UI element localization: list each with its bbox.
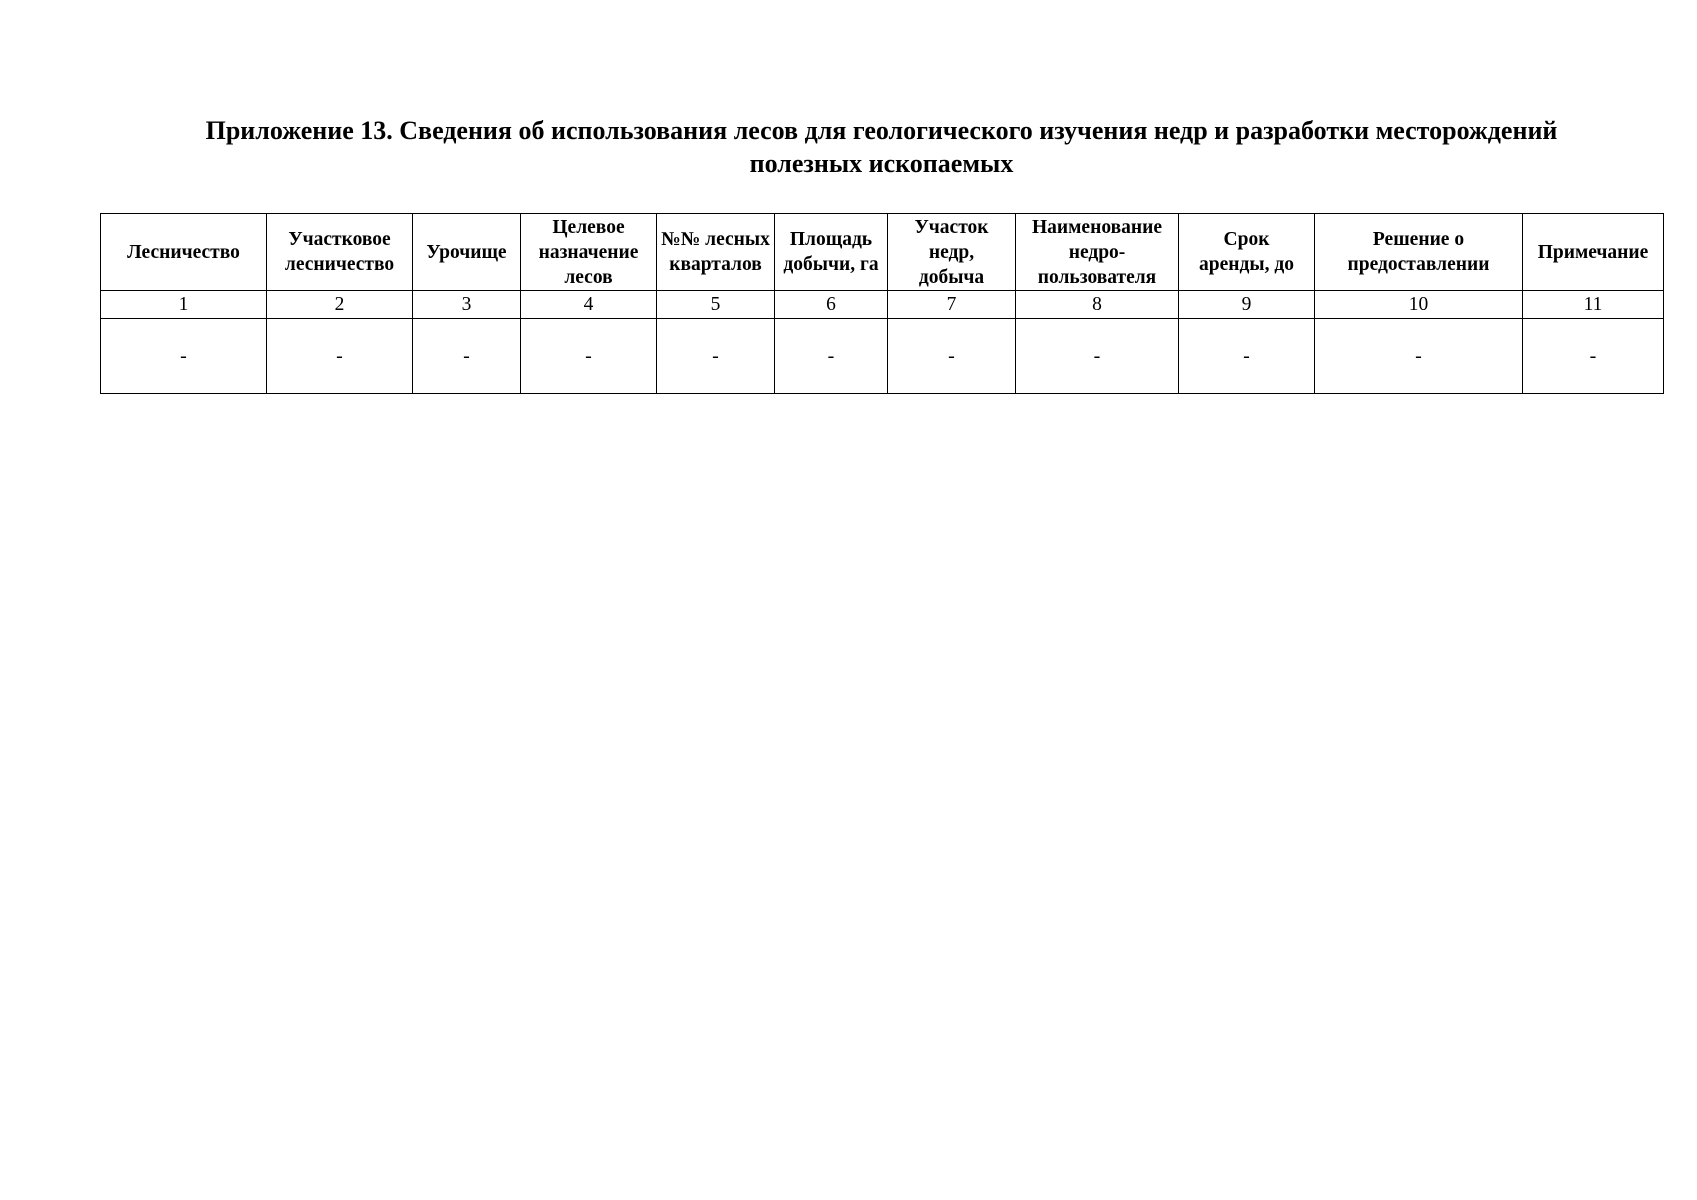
header-row bbox=[101, 214, 1664, 291]
column-number: 5 bbox=[657, 291, 775, 319]
column-header-label: Лесничество bbox=[127, 241, 240, 263]
column-header-decision bbox=[1315, 214, 1523, 291]
column-header-lease-term bbox=[1179, 214, 1315, 291]
table-cell: - bbox=[1315, 319, 1523, 394]
table-cell: - bbox=[1179, 319, 1315, 394]
column-number: 9 bbox=[1179, 291, 1315, 319]
column-header-label: Наименование недро-пользователя bbox=[1032, 216, 1162, 288]
column-header-label: Площадь добычи, га bbox=[783, 229, 879, 275]
column-number: 10 bbox=[1315, 291, 1523, 319]
column-header-label: Урочище bbox=[426, 241, 507, 263]
column-number: 2 bbox=[267, 291, 413, 319]
column-number-row bbox=[101, 291, 1664, 319]
column-number: 3 bbox=[413, 291, 521, 319]
table-cell: - bbox=[775, 319, 888, 394]
table-cell: - bbox=[521, 319, 657, 394]
table-cell: - bbox=[267, 319, 413, 394]
table-cell: - bbox=[657, 319, 775, 394]
column-number: 6 bbox=[775, 291, 888, 319]
table-cell: - bbox=[101, 319, 267, 394]
column-header-district-forestry bbox=[267, 214, 413, 291]
page-title-line-1: Приложение 13. Сведения об использования лесов для геологического изучения недр и разработки месторождений bbox=[205, 116, 1558, 145]
column-header-label: Решение о предоставлении bbox=[1347, 229, 1490, 275]
column-header-label: Участок недр, добыча bbox=[914, 216, 989, 288]
column-header-label: Срок аренды, до bbox=[1199, 229, 1294, 275]
column-number: 8 bbox=[1016, 291, 1179, 319]
table-row bbox=[101, 319, 1664, 394]
column-header-forestry bbox=[101, 214, 267, 291]
column-header-subsoil-plot bbox=[888, 214, 1016, 291]
forest-use-table bbox=[100, 213, 1664, 394]
column-header-area bbox=[775, 214, 888, 291]
table-cell: - bbox=[888, 319, 1016, 394]
column-header-label: Участковое лесничество bbox=[284, 229, 395, 275]
column-header-quarters bbox=[657, 214, 775, 291]
column-number: 7 bbox=[888, 291, 1016, 319]
column-header-label: Целевое назначение лесов bbox=[538, 216, 639, 288]
column-number: 1 bbox=[101, 291, 267, 319]
column-header-note bbox=[1523, 214, 1664, 291]
column-header-purpose bbox=[521, 214, 657, 291]
column-header-label: Примечание bbox=[1537, 241, 1649, 263]
table-cell: - bbox=[1523, 319, 1664, 394]
column-number: 11 bbox=[1523, 291, 1664, 319]
column-number: 4 bbox=[521, 291, 657, 319]
page-title bbox=[100, 114, 1663, 180]
table-cell: - bbox=[1016, 319, 1179, 394]
page-title-line-2: полезных ископаемых bbox=[749, 149, 1014, 178]
column-header-subsoil-user bbox=[1016, 214, 1179, 291]
column-header-tract bbox=[413, 214, 521, 291]
column-header-label: №№ лесных кварталов bbox=[661, 229, 770, 275]
table-cell: - bbox=[413, 319, 521, 394]
